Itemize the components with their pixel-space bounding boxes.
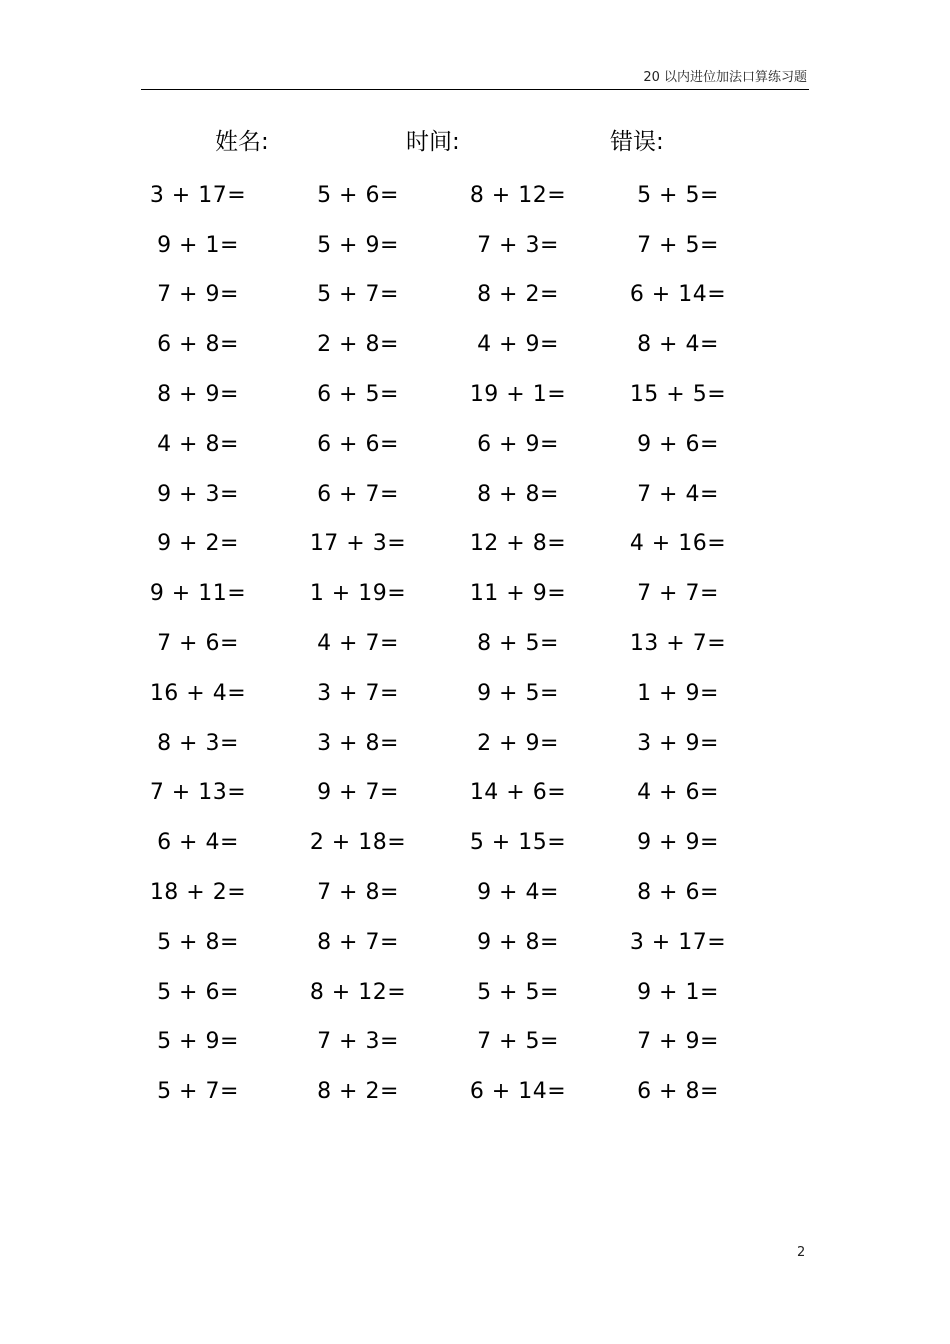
- addition-problem: 4 + 9=: [477, 332, 559, 358]
- addition-problem: 5 + 7=: [317, 282, 399, 308]
- addition-problem: 7 + 4=: [637, 481, 719, 507]
- addition-problem: 1 + 19=: [309, 581, 407, 607]
- addition-problem: 8 + 2=: [477, 282, 559, 308]
- addition-problem: 5 + 5=: [477, 979, 559, 1005]
- problem-row: [130, 370, 770, 420]
- addition-problem: 5 + 6=: [317, 182, 399, 208]
- addition-problem: 3 + 9=: [637, 730, 719, 756]
- addition-problem: 8 + 9=: [157, 382, 239, 408]
- addition-problem: 5 + 15=: [469, 830, 567, 856]
- addition-problem: 5 + 9=: [317, 232, 399, 258]
- addition-problem: 9 + 1=: [637, 979, 719, 1005]
- addition-problem: 4 + 7=: [317, 631, 399, 657]
- page-header-title: 20 以内进位加法口算练习题: [643, 70, 807, 85]
- problem-row: [130, 619, 770, 669]
- addition-problem: 9 + 3=: [157, 481, 239, 507]
- header-rule: [141, 89, 809, 90]
- addition-problem: 4 + 6=: [637, 780, 719, 806]
- addition-problem: 16 + 4=: [149, 680, 247, 706]
- addition-problem: 9 + 5=: [477, 680, 559, 706]
- problem-row: [130, 569, 770, 619]
- addition-problem: 6 + 5=: [317, 382, 399, 408]
- addition-problem: 6 + 8=: [157, 332, 239, 358]
- addition-problem: 8 + 4=: [637, 332, 719, 358]
- addition-problem: 7 + 13=: [149, 780, 247, 806]
- problem-grid: [130, 171, 770, 1117]
- problem-row: [130, 868, 770, 918]
- problem-row: [130, 221, 770, 271]
- addition-problem: 8 + 5=: [477, 631, 559, 657]
- addition-problem: 15 + 5=: [629, 382, 727, 408]
- addition-problem: 6 + 14=: [469, 1079, 567, 1105]
- addition-problem: 13 + 7=: [629, 631, 727, 657]
- addition-problem: 8 + 12=: [469, 182, 567, 208]
- addition-problem: 9 + 7=: [317, 780, 399, 806]
- addition-problem: 1 + 9=: [637, 680, 719, 706]
- addition-problem: 9 + 8=: [477, 929, 559, 955]
- addition-problem: 4 + 8=: [157, 431, 239, 457]
- problem-row: [130, 470, 770, 520]
- addition-problem: 5 + 6=: [157, 979, 239, 1005]
- addition-problem: 2 + 18=: [309, 830, 407, 856]
- problem-row: [130, 818, 770, 868]
- problem-row: [130, 1067, 770, 1117]
- name-field-label: 姓名:: [215, 129, 269, 155]
- addition-problem: 5 + 8=: [157, 929, 239, 955]
- addition-problem: 6 + 8=: [637, 1079, 719, 1105]
- addition-problem: 7 + 7=: [637, 581, 719, 607]
- problem-row: [130, 320, 770, 370]
- addition-problem: 3 + 7=: [317, 680, 399, 706]
- addition-problem: 9 + 9=: [637, 830, 719, 856]
- addition-problem: 4 + 16=: [629, 531, 727, 557]
- addition-problem: 6 + 9=: [477, 431, 559, 457]
- addition-problem: 7 + 5=: [637, 232, 719, 258]
- addition-problem: 19 + 1=: [469, 382, 567, 408]
- addition-problem: 9 + 2=: [157, 531, 239, 557]
- addition-problem: 5 + 9=: [157, 1029, 239, 1055]
- addition-problem: 18 + 2=: [149, 880, 247, 906]
- problem-row: [130, 171, 770, 221]
- page-number: 2: [797, 1245, 806, 1260]
- addition-problem: 9 + 1=: [157, 232, 239, 258]
- addition-problem: 7 + 5=: [477, 1029, 559, 1055]
- addition-problem: 8 + 12=: [309, 979, 407, 1005]
- problem-row: [130, 769, 770, 819]
- addition-problem: 6 + 4=: [157, 830, 239, 856]
- addition-problem: 9 + 4=: [477, 880, 559, 906]
- addition-problem: 8 + 8=: [477, 481, 559, 507]
- addition-problem: 2 + 8=: [317, 332, 399, 358]
- addition-problem: 6 + 14=: [629, 282, 727, 308]
- problem-row: [130, 1018, 770, 1068]
- problem-row: [130, 420, 770, 470]
- addition-problem: 7 + 3=: [317, 1029, 399, 1055]
- addition-problem: 11 + 9=: [469, 581, 567, 607]
- problem-row: [130, 918, 770, 968]
- addition-problem: 7 + 9=: [157, 282, 239, 308]
- addition-problem: 7 + 8=: [317, 880, 399, 906]
- addition-problem: 7 + 6=: [157, 631, 239, 657]
- addition-problem: 7 + 9=: [637, 1029, 719, 1055]
- addition-problem: 8 + 3=: [157, 730, 239, 756]
- addition-problem: 17 + 3=: [309, 531, 407, 557]
- addition-problem: 8 + 2=: [317, 1079, 399, 1105]
- problem-row: [130, 968, 770, 1018]
- addition-problem: 3 + 8=: [317, 730, 399, 756]
- addition-problem: 8 + 6=: [637, 880, 719, 906]
- addition-problem: 3 + 17=: [149, 182, 247, 208]
- time-field-label: 时间:: [406, 129, 460, 155]
- addition-problem: 6 + 6=: [317, 431, 399, 457]
- addition-problem: 7 + 3=: [477, 232, 559, 258]
- problem-row: [130, 520, 770, 570]
- addition-problem: 3 + 17=: [629, 929, 727, 955]
- addition-problem: 12 + 8=: [469, 531, 567, 557]
- addition-problem: 9 + 6=: [637, 431, 719, 457]
- addition-problem: 2 + 9=: [477, 730, 559, 756]
- error-field-label: 错误:: [610, 129, 664, 155]
- addition-problem: 14 + 6=: [469, 780, 567, 806]
- problem-row: [130, 719, 770, 769]
- problem-row: [130, 271, 770, 321]
- addition-problem: 8 + 7=: [317, 929, 399, 955]
- addition-problem: 6 + 7=: [317, 481, 399, 507]
- addition-problem: 5 + 7=: [157, 1079, 239, 1105]
- addition-problem: 5 + 5=: [637, 182, 719, 208]
- problem-row: [130, 669, 770, 719]
- addition-problem: 9 + 11=: [149, 581, 247, 607]
